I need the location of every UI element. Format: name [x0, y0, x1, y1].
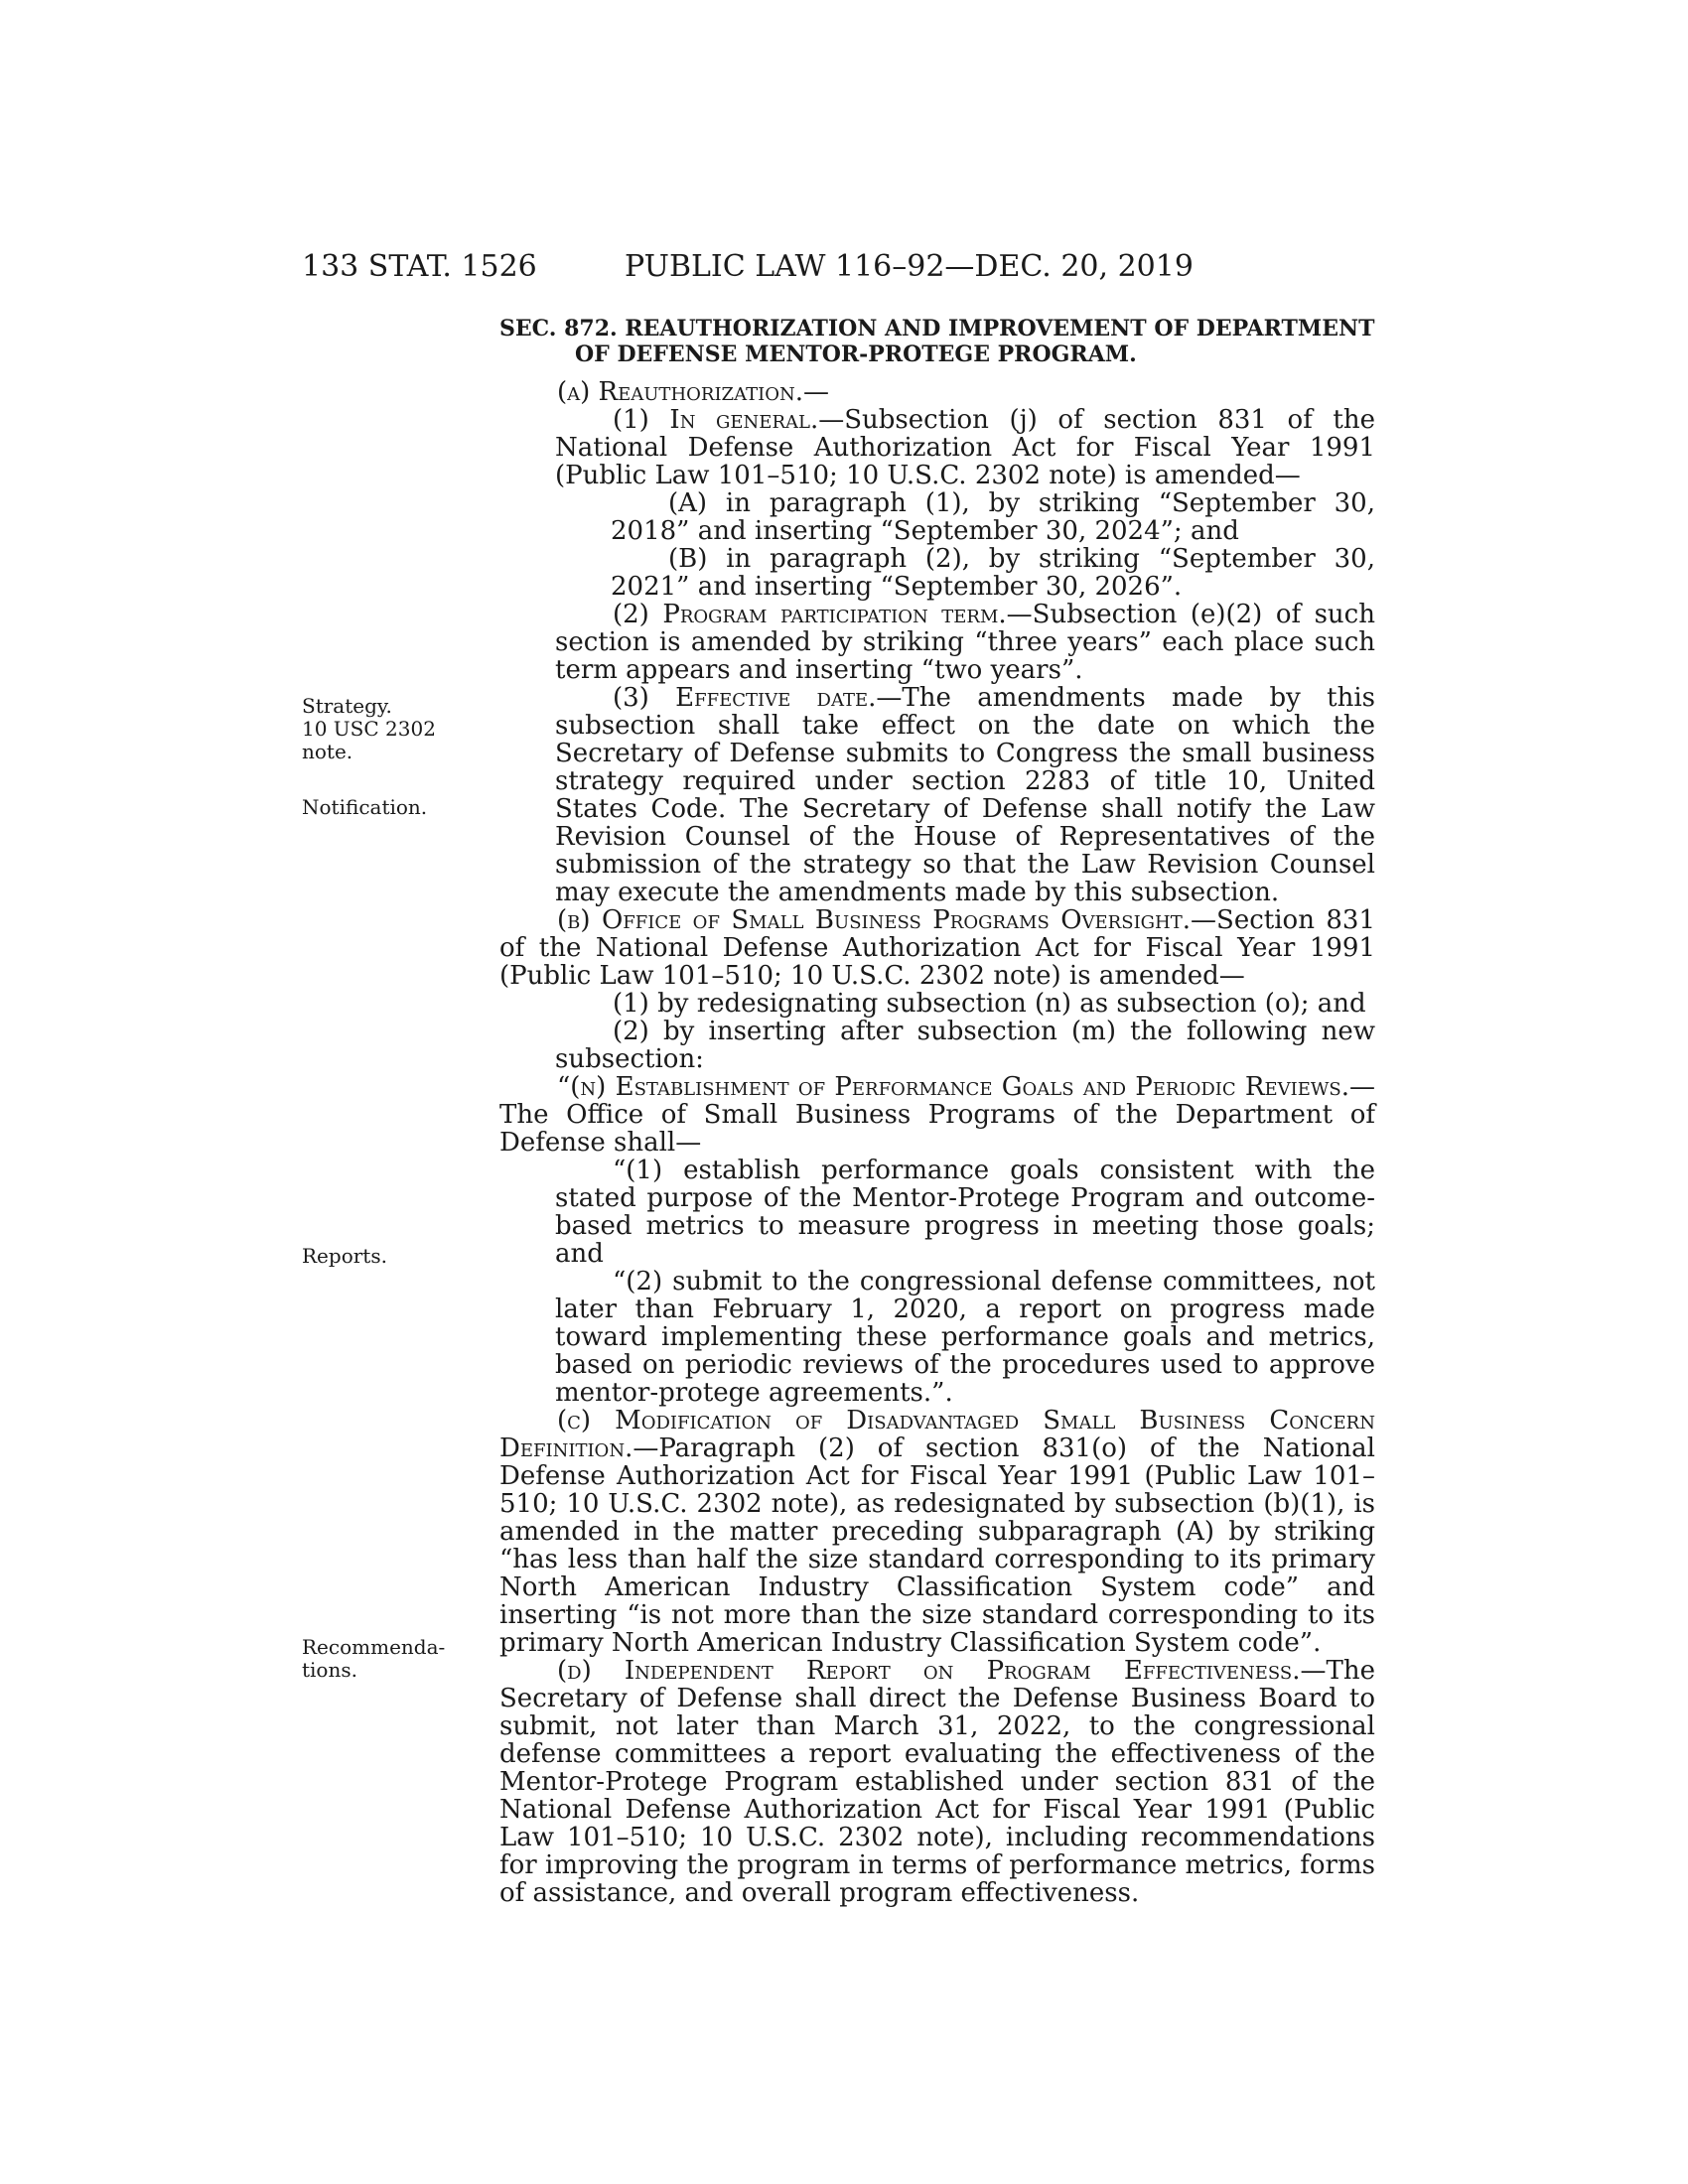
- subsection-b-paragraph-1: (1) by redesignating subsection (n) as subsection (o); and: [613, 989, 1366, 1019]
- subsection-a-subparagraph-B: (B) in paragraph (2), by striking “September 30, 2021” and inserting “September 30, 2026”.: [611, 544, 1375, 602]
- margin-note-recommendations-line1: Recommenda-: [302, 1635, 446, 1659]
- subsection-b-paragraph-2: (2) by inserting after subsection (m) the following new subsection:: [555, 1017, 1375, 1074]
- margin-note-notification: Notification.: [302, 795, 428, 819]
- subsection-a-subparagraph-A: (A) in paragraph (1), by striking “September 30, 2018” and inserting “September 30, 2024”; and: [611, 488, 1375, 546]
- section-heading-line1: SEC. 872. REAUTHORIZATION AND IMPROVEMENT OF DEPARTMENT: [499, 316, 1375, 341]
- subsection-b: (b) Office of Small Business Programs Oversight.—Section 831 of the National Defense Authorization Act for Fiscal Year 1991 (Public Law 101–510; 10 U.S.C. 2302 note) is amended—: [499, 905, 1376, 991]
- margin-note-recommendations: [302, 1635, 446, 1682]
- section-heading: [499, 316, 1375, 367]
- subsection-a-paragraph-1: (1) In general.—Subsection (j) of section 831 of the National Defense Authorization Act for Fiscal Year 1991 (Public Law 101–510; 10 U.S.C. 2302 note) is amended—: [555, 405, 1375, 490]
- section-heading-line2: OF DEFENSE MENTOR-PROTEGE PROGRAM.: [575, 341, 1137, 367]
- margin-note-strategy-cite-note: note.: [302, 740, 353, 763]
- stat-page-number: 133 STAT. 1526: [302, 249, 537, 284]
- margin-note-reports: Reports.: [302, 1244, 387, 1268]
- margin-note-strategy-label: Strategy.: [302, 694, 392, 718]
- subsection-c: (c) Modification of Disadvantaged Small Business Concern Definition.—Paragraph (2) of section 831(o) of the National Defense Authorization Act for Fiscal Year 1991 (Public Law 101–510; 10 U.S.C. 2302 note), as redesignated by subsection (b)(1), is amended in the matter preceding subparagraph (A) by striking “has less than half the size standard corresponding to its primary North American Industry Classification System code” and inserting “is not more than the size standard corresponding to its primary North American Industry Classification System code”.: [499, 1406, 1375, 1658]
- inserted-subsection-n: “(n) Establishment of Performance Goals and Periodic Reviews.—The Office of Small Business Programs of the Department of Defense shall—: [499, 1072, 1375, 1158]
- margin-note-recommendations-line2: tions.: [302, 1658, 357, 1682]
- inserted-subsection-n-paragraph-1: “(1) establish performance goals consistent with the stated purpose of the Mentor-Protege Program and outcome-based metrics to measure progress in meeting those goals; and: [555, 1156, 1375, 1269]
- margin-note-strategy-cite: 10 USC 2302: [302, 717, 436, 741]
- public-law-date: PUBLIC LAW 116–92—DEC. 20, 2019: [625, 249, 1194, 284]
- subsection-a-paragraph-2: (2) Program participation term.—Subsection (e)(2) of such section is amended by striking “three years” each place such term appears and inserting “two years”.: [555, 600, 1375, 685]
- margin-note-strategy: [302, 695, 436, 763]
- section-body: [499, 316, 1375, 1907]
- subsection-a-paragraph-3: (3) Effective date.—The amendments made by this subsection shall take effect on the date on which the Secretary of Defense submits to Congress the small business strategy required under section 2283 of title 10, United States Code. The Secretary of Defense shall notify the Law Revision Counsel of the House of Representatives of the submission of the strategy so that the Law Revision Counsel may execute the amendments made by this subsection.: [555, 683, 1375, 907]
- inserted-subsection-n-paragraph-2: “(2) submit to the congressional defense committees, not later than February 1, 2020, a report on progress made toward implementing these performance goals and metrics, based on periodic reviews of the procedures used to approve mentor-protege agreements.”.: [555, 1267, 1375, 1408]
- subsection-a-heading: (a) Reauthorization.—: [557, 377, 829, 407]
- subsection-d: (d) Independent Report on Program Effectiveness.—The Secretary of Defense shall direct the Defense Business Board to submit, not later than March 31, 2022, to the congressional defense committees a report evaluating the effectiveness of the Mentor-Protege Program established under section 831 of the National Defense Authorization Act for Fiscal Year 1991 (Public Law 101–510; 10 U.S.C. 2302 note), including recommendations for improving the program in terms of performance metrics, forms of assistance, and overall program effectiveness.: [499, 1656, 1375, 1908]
